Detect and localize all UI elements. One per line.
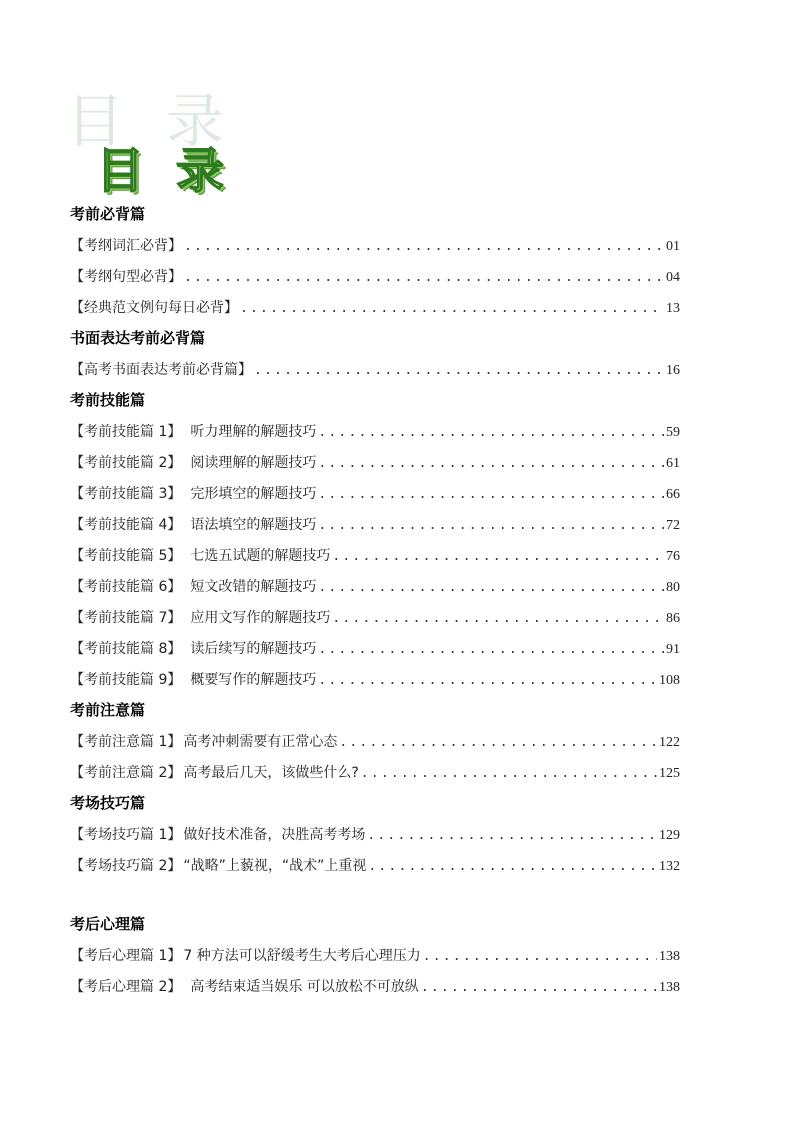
toc-entry[interactable] — [70, 262, 680, 293]
toc-entry-label: 【考前注意篇 1】 — [70, 734, 182, 750]
section-heading: 考前技能篇 — [70, 391, 146, 409]
section-heading: 考后心理篇 — [70, 915, 146, 933]
page-number: 122 — [659, 735, 680, 750]
toc-entry-label: 【考前技能篇 2】 — [70, 455, 182, 471]
toc-section — [70, 789, 680, 882]
dot-leader — [184, 262, 664, 293]
toc-entry[interactable] — [70, 572, 680, 603]
toc-entry-subtitle: 阅读理解的解题技巧 — [190, 455, 317, 471]
toc-entry-subtitle: 应用文写作的解题技巧 — [190, 610, 331, 626]
dot-leader — [318, 417, 664, 448]
page-number: 01 — [666, 239, 680, 254]
dot-leader — [240, 293, 664, 324]
page-number: 91 — [666, 642, 680, 657]
section-heading: 考前注意篇 — [70, 701, 146, 719]
toc-entry-subtitle: 语法填空的解题技巧 — [190, 517, 317, 533]
dot-leader — [254, 355, 664, 386]
toc-entry-subtitle: 高考结束适当娱乐 可以放松不可放纵 — [190, 979, 419, 995]
toc-entry-label: 【考纲词汇必背】 — [70, 238, 182, 254]
page-number: 13 — [666, 301, 680, 316]
page-number: 138 — [659, 949, 680, 964]
page-number: 132 — [659, 859, 680, 874]
page-number: 04 — [666, 270, 680, 285]
page-number: 80 — [666, 580, 680, 595]
dot-leader — [421, 972, 657, 1003]
page-number: 76 — [666, 549, 680, 564]
toc-entry[interactable] — [70, 448, 680, 479]
toc-entry[interactable] — [70, 634, 680, 665]
toc-entry[interactable] — [70, 231, 680, 262]
toc-entry[interactable] — [70, 727, 680, 758]
dot-leader — [332, 541, 664, 572]
toc-entry[interactable] — [70, 758, 680, 789]
dot-leader — [423, 941, 657, 972]
toc-entry-label: 【考前技能篇 6】 — [70, 579, 182, 595]
toc-entry-label: 【考前技能篇 7】 — [70, 610, 182, 626]
toc-section — [70, 200, 680, 324]
title-char-1: 目 — [96, 143, 145, 199]
page-number: 16 — [666, 363, 680, 378]
toc-entry-subtitle: 做好技术准备，决胜高考考场 — [183, 827, 366, 843]
page-number: 125 — [659, 766, 680, 781]
toc-entry-subtitle: 概要写作的解题技巧 — [190, 672, 317, 688]
toc-entry-subtitle: 高考最后几天，该做些什么? — [183, 765, 359, 781]
toc-entry[interactable] — [70, 293, 680, 324]
dot-leader — [361, 758, 657, 789]
dot-leader — [318, 448, 664, 479]
toc-entry[interactable] — [70, 510, 680, 541]
title-shadow-char-2: 录 — [166, 87, 225, 155]
toc-entry-subtitle: 7 种方法可以舒缓考生大考后心理压力 — [183, 948, 421, 964]
toc-entry-label: 【考前技能篇 9】 — [70, 672, 182, 688]
title-char-2: 录 — [176, 143, 225, 199]
toc-entry[interactable] — [70, 355, 680, 386]
title-shadow-char-1: 目 — [66, 87, 125, 155]
toc-section — [70, 324, 680, 386]
table-of-contents — [70, 200, 680, 1003]
toc-entry-subtitle: 高考冲刺需要有正常心态 — [183, 734, 338, 750]
toc-section — [70, 386, 680, 696]
toc-entry[interactable] — [70, 417, 680, 448]
page-number: 129 — [659, 828, 680, 843]
page-number: 59 — [666, 425, 680, 440]
page-number: 138 — [659, 980, 680, 995]
section-spacer — [70, 882, 680, 910]
toc-entry-label: 【考纲句型必背】 — [70, 269, 182, 285]
toc-entry[interactable] — [70, 479, 680, 510]
dot-leader — [367, 820, 657, 851]
toc-section — [70, 696, 680, 789]
dot-leader — [318, 665, 657, 696]
toc-entry[interactable] — [70, 603, 680, 634]
toc-entry[interactable] — [70, 972, 680, 1003]
toc-entry[interactable] — [70, 541, 680, 572]
dot-leader — [184, 231, 664, 262]
toc-entry-label: 【考场技巧篇 1】 — [70, 827, 182, 843]
toc-entry-subtitle: 完形填空的解题技巧 — [190, 486, 317, 502]
dot-leader — [332, 603, 664, 634]
toc-entry-label: 【考后心理篇 1】 — [70, 948, 182, 964]
toc-entry-subtitle: 七选五试题的解题技巧 — [190, 548, 331, 564]
dot-leader — [318, 572, 664, 603]
toc-entry-label: 【考前技能篇 4】 — [70, 517, 182, 533]
page-number: 66 — [666, 487, 680, 502]
toc-entry-label: 【经典范文例句每日必背】 — [70, 300, 238, 316]
page-number: 86 — [666, 611, 680, 626]
section-heading: 考前必背篇 — [70, 205, 146, 223]
toc-entry-label: 【考前注意篇 2】 — [70, 765, 182, 781]
toc-entry-subtitle: 短文改错的解题技巧 — [190, 579, 317, 595]
dot-leader — [318, 510, 664, 541]
toc-section — [70, 910, 680, 1003]
toc-entry-subtitle: 听力理解的解题技巧 — [190, 424, 317, 440]
toc-entry-label: 【考前技能篇 8】 — [70, 641, 182, 657]
dot-leader — [368, 851, 657, 882]
page-number: 61 — [666, 456, 680, 471]
section-heading: 书面表达考前必背篇 — [70, 329, 206, 347]
toc-entry-subtitle: “战略”上藐视，“战术”上重视 — [183, 858, 367, 874]
toc-entry[interactable] — [70, 851, 680, 882]
toc-entry[interactable] — [70, 665, 680, 696]
toc-entry[interactable] — [70, 941, 680, 972]
toc-entry-label: 【考场技巧篇 2】 — [70, 858, 182, 874]
toc-entry-label: 【考后心理篇 2】 — [70, 979, 182, 995]
page-number: 72 — [666, 518, 680, 533]
toc-entry-subtitle: 读后续写的解题技巧 — [190, 641, 317, 657]
toc-entry-label: 【考前技能篇 3】 — [70, 486, 182, 502]
dot-leader — [318, 479, 664, 510]
toc-entry-label: 【考前技能篇 5】 — [70, 548, 182, 564]
toc-entry[interactable] — [70, 820, 680, 851]
toc-entry-label: 【考前技能篇 1】 — [70, 424, 182, 440]
dot-leader — [339, 727, 657, 758]
dot-leader — [318, 634, 664, 665]
section-heading: 考场技巧篇 — [70, 794, 146, 812]
page-number: 108 — [659, 673, 680, 688]
toc-entry-label: 【高考书面表达考前必背篇】 — [70, 362, 252, 378]
